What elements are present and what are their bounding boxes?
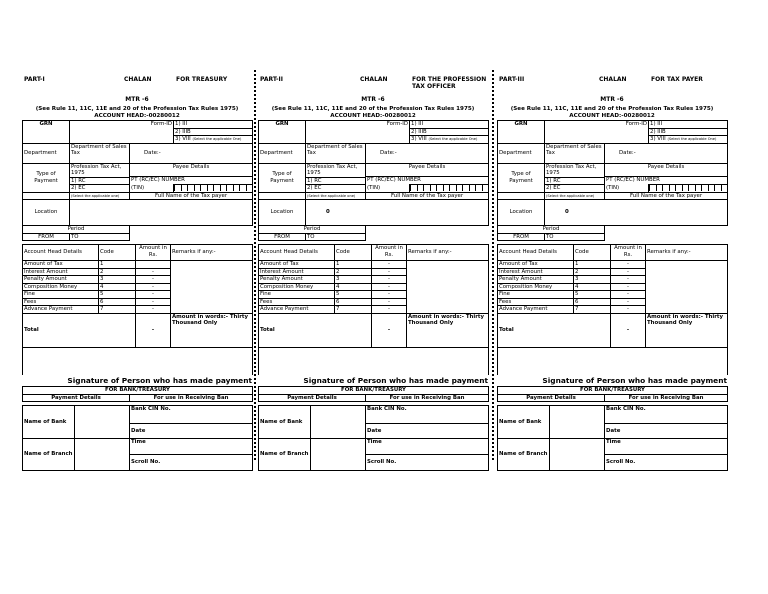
row-label: Penalty Amount	[23, 276, 99, 284]
total-value: -	[611, 313, 646, 347]
row-code: 3	[335, 276, 372, 284]
form-opt: 3) VIII (Select the applicable One)	[649, 136, 728, 144]
row-amount: -	[611, 306, 646, 314]
rc-option: 1) RC	[306, 177, 366, 185]
pt-number-label: PT (RC/EC) NUMBER	[366, 177, 489, 185]
row-remarks	[646, 261, 728, 314]
location-value: 0	[545, 200, 728, 226]
bank-table	[497, 386, 728, 402]
amount-table	[497, 244, 728, 375]
row-label: Interest Amount	[498, 268, 574, 276]
location-value	[70, 200, 253, 226]
row-amount: -	[136, 276, 171, 284]
row-amount: -	[372, 268, 407, 276]
for-use-label: For use in Receiving Ban	[605, 394, 728, 402]
pt-number-label: PT (RC/EC) NUMBER	[605, 177, 728, 185]
row-code: 5	[335, 291, 372, 299]
row-label: Fees	[259, 298, 335, 306]
row-amount: -	[372, 283, 407, 291]
from-label: FROM	[259, 233, 306, 241]
row-label: Fine	[23, 291, 99, 299]
row-code: 5	[574, 291, 611, 299]
department-label: Department	[498, 143, 545, 163]
row-amount: -	[611, 261, 646, 269]
department-value: Department of Sales Tax	[545, 143, 605, 163]
row-amount: -	[372, 298, 407, 306]
grn-label: GRN	[498, 121, 545, 144]
location-label: Location	[259, 200, 306, 226]
row-label: Advance Payment	[23, 306, 99, 314]
row-amount: -	[372, 291, 407, 299]
amount-table	[258, 244, 489, 375]
for-bank-label: FOR BANK/TREASURY	[259, 387, 489, 395]
mtr-label: MTR -6	[125, 96, 149, 103]
department-label: Department	[23, 143, 70, 163]
cut-line	[492, 70, 494, 460]
row-code: 6	[335, 298, 372, 306]
full-name-label: Full Name of the Tax payer	[605, 192, 728, 200]
row-label: Amount of Tax	[259, 261, 335, 269]
signature-label: Signature of Person who has made payment	[542, 376, 727, 385]
row-label: Fees	[498, 298, 574, 306]
payee-details-label: Payee Details	[366, 163, 489, 176]
row-code: 2	[335, 268, 372, 276]
payee-details-label: Payee Details	[605, 163, 728, 176]
amount-in-words: Amount in words:- Thirty Thousand Only	[646, 313, 728, 347]
part-label: PART-II	[260, 76, 284, 83]
row-code: 4	[335, 283, 372, 291]
row-code: 2	[574, 268, 611, 276]
row-code: 3	[99, 276, 136, 284]
part-header	[258, 70, 488, 94]
location-label: Location	[23, 200, 70, 226]
name-of-bank-label: Name of Bank	[23, 406, 75, 439]
row-amount: -	[136, 298, 171, 306]
bank-table	[22, 386, 253, 402]
to-label: TO	[545, 233, 605, 241]
row-code: 6	[99, 298, 136, 306]
chalan-label: CHALAN	[360, 76, 388, 83]
rc-option: 1) RC	[70, 177, 130, 185]
mtr-label: MTR -6	[600, 96, 624, 103]
amount-table	[22, 244, 253, 375]
scroll-no-label: Scroll No.	[130, 455, 253, 471]
row-code: 2	[99, 268, 136, 276]
row-label: Interest Amount	[23, 268, 99, 276]
total-value: -	[372, 313, 407, 347]
row-amount: -	[611, 276, 646, 284]
bank-table	[258, 386, 489, 402]
select-note: (Select the applicable one)	[70, 192, 130, 200]
bank-cin-label: Bank CIN No.	[605, 406, 728, 424]
remarks-label: Remarks if any:-	[646, 245, 728, 261]
type-of-payment-label: Type of Payment	[23, 163, 70, 192]
date-field-label: Date	[130, 424, 253, 439]
tin-label: (TIN)	[606, 184, 620, 191]
from-label: FROM	[498, 233, 545, 241]
row-label: Advance Payment	[498, 306, 574, 314]
act-label: Profession Tax Act, 1975	[545, 163, 605, 177]
scroll-no-label: Scroll No.	[605, 455, 728, 471]
row-label: Amount of Tax	[23, 261, 99, 269]
total-value: -	[136, 313, 171, 347]
ec-option: 2) EC	[306, 185, 366, 193]
row-remarks	[171, 261, 253, 314]
row-code: 7	[335, 306, 372, 314]
code-label: Code	[99, 245, 136, 261]
tin-label: (TIN)	[131, 184, 145, 191]
top-table	[22, 120, 253, 241]
amount-in-words: Amount in words:- Thirty Thousand Only	[171, 313, 253, 347]
copy-label: FOR TAX PAYER	[651, 76, 703, 83]
form-opt: 1) III	[410, 121, 489, 129]
payment-details-label: Payment Details	[23, 394, 130, 402]
part-header	[22, 70, 252, 94]
row-label: Fine	[259, 291, 335, 299]
period-label: Period	[498, 226, 605, 234]
full-name-label: Full Name of the Tax payer	[366, 192, 489, 200]
row-label: Interest Amount	[259, 268, 335, 276]
row-label: Fees	[23, 298, 99, 306]
form-opt: 3) VIII (Select the applicable One)	[410, 136, 489, 144]
select-note: (Select the applicable one)	[306, 192, 366, 200]
table-row	[498, 261, 728, 269]
amount-label: Amount in Rs.	[136, 245, 171, 261]
act-label: Profession Tax Act, 1975	[306, 163, 366, 177]
part-header	[497, 70, 727, 94]
name-of-bank-label: Name of Bank	[259, 406, 311, 439]
row-label: Penalty Amount	[259, 276, 335, 284]
for-bank-label: FOR BANK/TREASURY	[23, 387, 253, 395]
row-code: 4	[99, 283, 136, 291]
total-label: Total	[498, 313, 611, 347]
row-amount	[136, 261, 171, 269]
ec-option: 2) EC	[70, 185, 130, 193]
time-label: Time	[605, 439, 728, 455]
bank-detail-table	[497, 405, 728, 471]
payment-details-label: Payment Details	[259, 394, 366, 402]
department-label: Department	[259, 143, 306, 163]
copy-label: FOR TREASURY	[176, 76, 228, 83]
account-head: ACCOUNT HEAD:-00280012	[94, 113, 180, 119]
chalan-label: CHALAN	[124, 76, 152, 83]
row-label: Penalty Amount	[498, 276, 574, 284]
row-code: 1	[574, 261, 611, 269]
table-row	[259, 261, 489, 269]
rule-text: (See Rule 11, 11C, 11E and 20 of the Profession Tax Rules 1975)	[510, 106, 714, 112]
for-use-label: For use in Receiving Ban	[130, 394, 253, 402]
part-label: PART-III	[499, 76, 525, 83]
row-amount: -	[372, 261, 407, 269]
ec-option: 2) EC	[545, 185, 605, 193]
form-id-label: Form-ID	[70, 121, 174, 129]
time-label: Time	[130, 439, 253, 455]
act-label: Profession Tax Act, 1975	[70, 163, 130, 177]
tin-label: (TIN)	[367, 184, 381, 191]
row-amount: -	[611, 268, 646, 276]
department-value: Department of Sales Tax	[306, 143, 366, 163]
form-id-label: Form-ID	[545, 121, 649, 129]
department-value: Department of Sales Tax	[70, 143, 130, 163]
to-label: TO	[306, 233, 366, 241]
date-field-label: Date	[366, 424, 489, 439]
row-amount: -	[372, 306, 407, 314]
top-table	[497, 120, 728, 241]
rule-text: (See Rule 11, 11C, 11E and 20 of the Profession Tax Rules 1975)	[271, 106, 475, 112]
account-head-details-label: Account Head Details	[259, 245, 335, 261]
name-of-branch-label: Name of Branch	[498, 439, 550, 471]
total-label: Total	[23, 313, 136, 347]
date-label: Date:-	[366, 143, 489, 163]
type-of-payment-label: Type of Payment	[259, 163, 306, 192]
form-id-label: Form-ID	[306, 121, 410, 129]
date-field-label: Date	[605, 424, 728, 439]
form-opt: 2) IIIB	[174, 128, 253, 136]
name-of-branch-label: Name of Branch	[23, 439, 75, 471]
bank-detail-table	[22, 405, 253, 471]
form-opt: 3) VIII (Select the applicable One)	[174, 136, 253, 144]
chalan-part2	[258, 70, 488, 471]
row-code: 5	[99, 291, 136, 299]
rule-text: (See Rule 11, 11C, 11E and 20 of the Profession Tax Rules 1975)	[35, 106, 239, 112]
full-name-label: Full Name of the Tax payer	[130, 192, 253, 200]
table-row	[23, 261, 253, 269]
form-opt: 2) IIIB	[410, 128, 489, 136]
amount-label: Amount in Rs.	[611, 245, 646, 261]
time-label: Time	[366, 439, 489, 455]
row-amount: -	[372, 276, 407, 284]
form-opt: 2) IIIB	[649, 128, 728, 136]
bank-cin-label: Bank CIN No.	[366, 406, 489, 424]
date-label: Date:-	[130, 143, 253, 163]
row-amount: -	[136, 283, 171, 291]
row-code: 6	[574, 298, 611, 306]
row-amount: -	[611, 291, 646, 299]
row-label: Advance Payment	[259, 306, 335, 314]
payment-details-label: Payment Details	[498, 394, 605, 402]
rc-option: 1) RC	[545, 177, 605, 185]
for-use-label: For use in Receiving Ban	[366, 394, 489, 402]
row-label: Composition Money	[23, 283, 99, 291]
total-label: Total	[259, 313, 372, 347]
row-code: 1	[99, 261, 136, 269]
row-code: 3	[574, 276, 611, 284]
chalan-label: CHALAN	[599, 76, 627, 83]
location-label: Location	[498, 200, 545, 226]
row-amount: -	[611, 283, 646, 291]
row-amount: -	[136, 306, 171, 314]
row-code: 7	[99, 306, 136, 314]
form-opt: 1) III	[174, 121, 253, 129]
amount-label: Amount in Rs.	[372, 245, 407, 261]
row-amount: -	[136, 291, 171, 299]
period-label: Period	[259, 226, 366, 234]
grn-label: GRN	[23, 121, 70, 144]
row-code: 4	[574, 283, 611, 291]
form-opt: 1) III	[649, 121, 728, 129]
account-head-details-label: Account Head Details	[23, 245, 99, 261]
select-note: (Select the applicable one)	[545, 192, 605, 200]
date-label: Date:-	[605, 143, 728, 163]
mtr-label: MTR -6	[361, 96, 385, 103]
copy-label: FOR THE PROFESSION TAX OFFICER	[412, 76, 487, 90]
grn-label: GRN	[259, 121, 306, 144]
signature-label: Signature of Person who has made payment	[303, 376, 488, 385]
row-remarks	[407, 261, 489, 314]
scroll-no-label: Scroll No.	[366, 455, 489, 471]
bank-cin-label: Bank CIN No.	[130, 406, 253, 424]
chalan-part1	[22, 70, 252, 471]
amount-in-words: Amount in words:- Thirty Thousand Only	[407, 313, 489, 347]
row-label: Fine	[498, 291, 574, 299]
row-code: 7	[574, 306, 611, 314]
row-amount: -	[136, 268, 171, 276]
bank-detail-table	[258, 405, 489, 471]
payee-details-label: Payee Details	[130, 163, 253, 176]
row-label: Composition Money	[259, 283, 335, 291]
row-label: Amount of Tax	[498, 261, 574, 269]
pt-number-label: PT (RC/EC) NUMBER	[130, 177, 253, 185]
row-amount: -	[611, 298, 646, 306]
row-code: 1	[335, 261, 372, 269]
code-label: Code	[574, 245, 611, 261]
type-of-payment-label: Type of Payment	[498, 163, 545, 192]
for-bank-label: FOR BANK/TREASURY	[498, 387, 728, 395]
cut-line	[254, 70, 256, 460]
name-of-branch-label: Name of Branch	[259, 439, 311, 471]
remarks-label: Remarks if any:-	[407, 245, 489, 261]
part-label: PART-I	[24, 76, 45, 83]
to-label: TO	[70, 233, 130, 241]
from-label: FROM	[23, 233, 70, 241]
chalan-part3	[497, 70, 727, 471]
top-table	[258, 120, 489, 241]
remarks-label: Remarks if any:-	[171, 245, 253, 261]
name-of-bank-label: Name of Bank	[498, 406, 550, 439]
code-label: Code	[335, 245, 372, 261]
location-value: 0	[306, 200, 489, 226]
account-head: ACCOUNT HEAD:-00280012	[330, 113, 416, 119]
signature-label: Signature of Person who has made payment	[67, 376, 252, 385]
row-label: Composition Money	[498, 283, 574, 291]
period-label: Period	[23, 226, 130, 234]
account-head-details-label: Account Head Details	[498, 245, 574, 261]
account-head: ACCOUNT HEAD:-00280012	[569, 113, 655, 119]
